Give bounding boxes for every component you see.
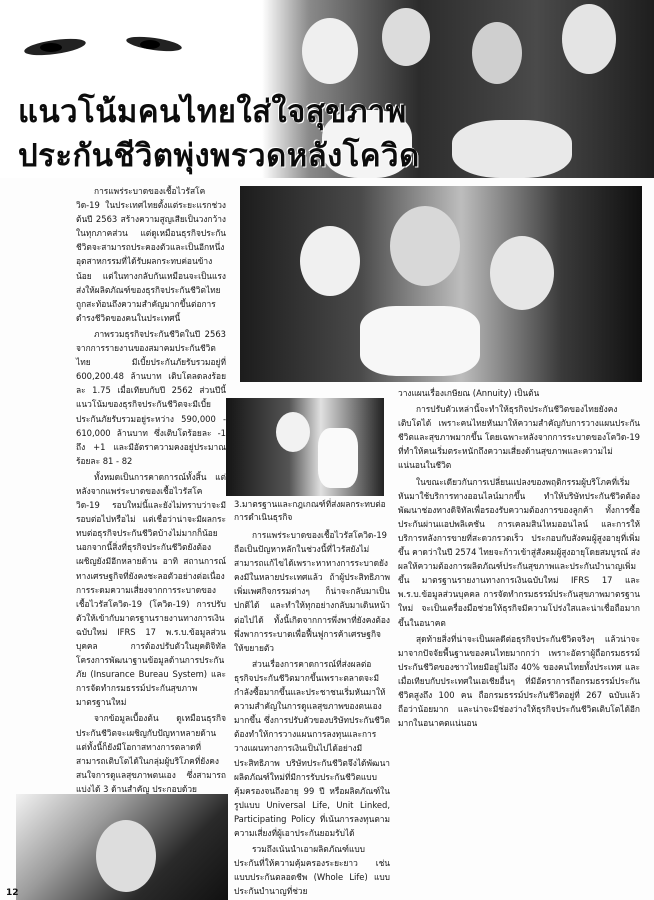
article-column-3 (398, 386, 640, 730)
paragraph: วางแผนเรื่องเกษียณ (Annuity) เป็นต้น (398, 388, 540, 398)
paragraph: รวมถึงเน้นนำเอาผลิตภัณฑ์แบบประกันที่ให้ความคุ้มครองระยะยาว เช่น แบบประกันตลอดชีพ (Whole Life) แบบประกันบำนาญที่ช่วย (234, 844, 390, 897)
clinic-photo (226, 398, 384, 496)
paragraph: การปรับตัวเหล่านี้จะทำให้ธุรกิจประกันชีวิตของไทยยังคงเติบโตได้ เพราะคนไทยหันมาให้ความสำคัญกับการวางแผนประกันชีวิตและสุขภาพมากขึ้น โดยเฉพาะหลังจากการระบาดของโควิด-19 ที่ทำให้คนเริ่มตระหนักถึงความเสี่ยงด้านสุขภาพและความไม่แน่นอนในชีวิต (398, 404, 640, 471)
paragraph: ทั้งหมดเป็นการคาดการณ์ทั้งสิ้น แต่หลังจากแพร่ระบาดของเชื้อไวรัสโควิด-19 รอบใหม่นี้และยังไม่ทราบว่าจะมีรอบต่อไปหรือไม่ แต่เชื่อว่าน่าจะมีผลกระทบต่อธุรกิจประกันชีวิตบ้างไม่มากก็น้อย นอกจากนี้สิ่งที่ธุรกิจประกันชีวิตยังต้องเผชิญยังมีอีกหลายด้าน อาทิ สถานการณ์ทางเศรษฐกิจที่ยังคงชะลอตัวอย่างต่อเนื่อง การระดมความเสี่ยงจากการระบาดของเชื้อไวรัสโควิด-19 (โควิด-19) การปรับตัวให้เข้ากับมาตรฐานรายงานทางการเงินฉบับใหม่ IFRS 17 พ.ร.บ.ข้อมูลส่วนบุคคล การต้องปรับตัวในยุคดิจิทัล โครงการพัฒนาฐานข้อมูลด้านการประกันภัย (Insurance Bureau System) และการจัดทำกรมธรรม์ประกันสุขภาพมาตรฐานใหม่ (76, 471, 226, 708)
paragraph: จากข้อมูลเบื้องต้น ดูเหมือนธุรกิจประกันชีวิตจะเผชิญกับปัญหาหลายด้าน แต่ทั้งนี้ก็ยังมีโอกาสทางการตลาดที่สามารถเติบโตได้ในกลุ่มผู้บริโภคที่ยังคงสนใจการดูแลสุขภาพตนเอง ซึ่งสามารถแบ่งได้ 3 ด้านสำคัญ ประกอบด้วย (76, 713, 226, 794)
paragraph: ภาพรวมธุรกิจประกันชีวิตในปี 2563 จากการรายงานของสมาคมประกันชีวิตไทย มีเบี้ยประกันภัยรับรวมอยู่ที่ 600,200.48 ล้านบาท เติบโตลดลงร้อยละ 1.75 เมื่อเทียบกับปี 2562 ส่วนปีนี้แนวโน้มของธุรกิจประกันชีวิตจะมีเบี้ยประกันภัยรับรวมอยู่ระหว่าง 590,000 - 610,000 ล้านบาท ซึ่งเติบโตร้อยละ -1 ถึง +1 และมีอัตราความคงอยู่ประมาณร้อยละ 81 - 82 (76, 328, 226, 466)
paragraph: การแพร่ระบาดของเชื้อไวรัสโควิด-19 ในประเทศไทยตั้งแต่ระยะแรกช่วงต้นปี 2563 สร้างความสูญเสียเป็นวงกว้างในทุกภาคส่วน แต่ดูเหมือนธุรกิจประกันชีวิตจะสามารถประคองตัวและเป็นอีกหนึ่งอุตสาหกรรมที่ได้รับผลกระทบค่อนข้างน้อย แต่ในทางกลับกันเหมือนจะเป็นแรงส่งให้ผลิตภัณฑ์ของธุรกิจประกันชีวิตไทยถูกสะท้อนถึงความสำคัญมากขึ้นต่อการดำรงชีวิตของคนในประเทศนี้ (76, 186, 226, 323)
page-number: 12 (6, 888, 19, 898)
article-column-1 (76, 184, 226, 856)
woman-photo (16, 794, 228, 900)
paragraph: ในขณะเดียวกันการเปลี่ยนแปลงของพฤติกรรมผู้บริโภคที่เริ่มหันมาใช้บริการทางออนไลน์มากขึ้น ทำให้บริษัทประกันชีวิตต้องพัฒนาช่องทางดิจิทัลเพื่อรองรับความต้องการของลูกค้า ทั้งการซื้อประกันผ่านแอปพลิเคชัน การเคลมสินไหมออนไลน์ และการให้บริการหลังการขายที่สะดวกรวดเร็ว ประกอบกับสังคมผู้สูงอายุที่เพิ่มขึ้น คาดว่าในปี 2574 ไทยจะก้าวเข้าสู่สังคมผู้สูงอายุโดยสมบูรณ์ ส่งผลให้ความต้องการผลิตภัณฑ์ประกันสุขภาพและประกันบำนาญเพิ่มขึ้น มาตรฐานรายงานทางการเงินฉบับใหม่ IFRS 17 และ พ.ร.บ.ข้อมูลส่วนบุคคล การจัดทำกรมธรรม์ประกันสุขภาพมาตรฐานใหม่ จะเป็นเครื่องมือช่วยให้ธุรกิจมีความโปร่งใสและน่าเชื่อถือมากขึ้นในอนาคต (398, 476, 640, 628)
paragraph: การแพร่ระบาดของเชื้อไวรัสโควิด-19 ถือเป็นปัญหาหลักในช่วงนี้ที่ไวรัสยังไม่สามารถแก้ไขได้เพราะหาทางการระบาดยังคงมีในหลายประเทศแล้ว ถ้าผู้ประสิทธิภาพ เพิ่มเพศกิจกรรมต่างๆ ก็น่าจะกลับมาเป็นปกติได้ และทำให้ทุกอย่างกลับมาเดินหน้าต่อไปได้ ทั้งนี้เกิดจากการพึ่งพาที่ยังคงต้องพึ่งพาการระบาดเพื่อฟื้นฟูการค้าเศรษฐกิจให้ขยายตัว (234, 530, 390, 653)
article-column-2 (234, 528, 390, 898)
paragraph: สุดท้ายสิ่งที่น่าจะเป็นผลดีต่อธุรกิจประกันชีวิตจริงๆ แล้วน่าจะมาจากปัจจัยพื้นฐานของคนไทยมากกว่า เพราะอัตราผู้ถือกรมธรรม์ประกันชีวิตของชาวไทยมีอยู่ไม่ถึง 40% ของคนไทยทั้งประเทศ และเมื่อเทียบกับประเทศในเอเชียอื่นๆ ที่มีอัตราการถือกรมธรรม์ประกันชีวิตสูงถึง 100 คน ถือกรมธรรม์ประกันชีวิตอยู่ที่ 267 ฉบับแล้วถือว่าน้อยมาก และน่าจะมีช่องว่างให้ธุรกิจประกันชีวิตเติบโตได้อีกมากในอนาคตแน่นอน (398, 633, 640, 729)
article-title-line-2: ประกันชีวิตพุ่งพรวดหลังโควิด (18, 138, 420, 174)
column-2-caption: 3.มาตรฐานและกฎเกณฑ์ที่ส่งผลกระทบต่อการดำเนินธุรกิจ (234, 499, 386, 522)
paragraph: ส่วนเรื่องการคาดการณ์ที่ส่งผลต่อธุรกิจประกันชีวิตมากขึ้นเพราะตลาดจะมีกำลังซื้อมากขึ้นและประชาชนเริ่มหันมาให้ความสำคัญในการดูแลสุขภาพของตนเองมากขึ้น ซึ่งการปรับตัวของบริษัทประกันชีวิตต้องทำให้การวางแผนการลงทุนและการวางแผนทางการเงินเป็นไปได้อย่างมีประสิทธิภาพ บริษัทประกันชีวิตจึงได้พัฒนาผลิตภัณฑ์ใหม่ที่มีการรับประกันชีวิตแบบคุ้มครองจนถึงอายุ 99 ปี หรือผลิตภัณฑ์ในรูปแบบ Universal Life, Unit Linked, Participating Policy ที่เน้นการลงทุนตามความเสี่ยงที่ผู้เอาประกันยอมรับได้ (234, 658, 390, 838)
doctors-photo (240, 186, 642, 382)
article-title-line-1: แนวโน้มคนไทยใส่ใจสุขภาพ (18, 94, 407, 130)
